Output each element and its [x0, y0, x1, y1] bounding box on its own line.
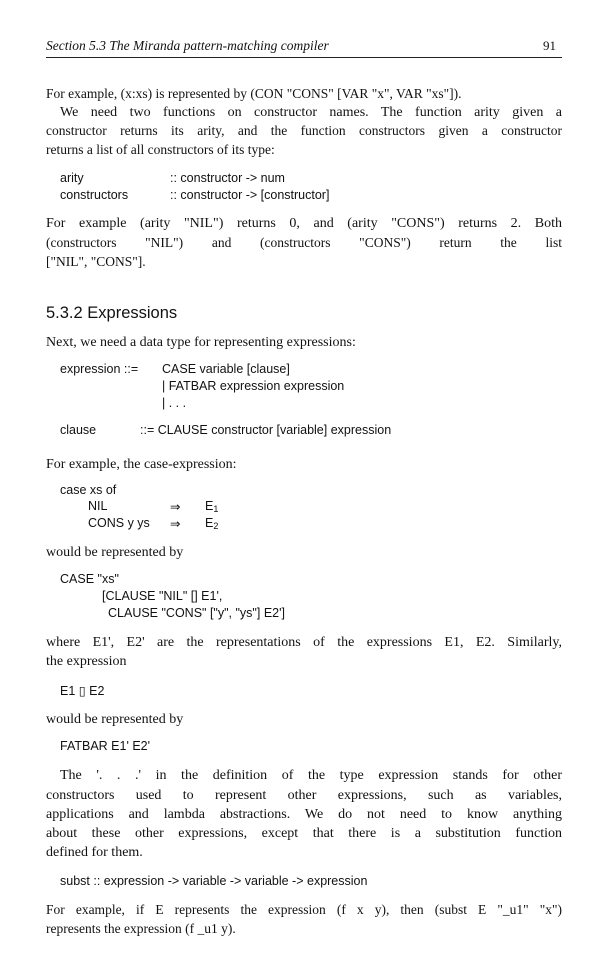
paragraph-subst-example-line-2: represents the expression (f _u1 y). — [46, 921, 236, 936]
paragraph-cons-example: For example, (x:xs) is represented by (CON "CONS" [VAR "x", VAR "xs"]). — [46, 86, 462, 101]
code-case-representation-line-2: [CLAUSE "NIL" [] E1', — [102, 589, 223, 603]
code-expression-lhs: expression ::= — [60, 362, 139, 376]
double-arrow-icon: ⇒ — [170, 517, 181, 531]
code-clause-def: ::= CLAUSE constructor [variable] expression — [140, 423, 392, 437]
code-case-header: case xs of — [60, 483, 117, 497]
paragraph-functions-line-2: constructor returns its arity, and the function constructors given a constructor — [46, 123, 562, 138]
code-expression-alt-fatbar: | FATBAR expression expression — [162, 379, 345, 393]
paragraph-functions-line-3: returns a list of all constructors of its type: — [46, 142, 275, 157]
paragraph-arity-example-line-3: ["NIL", "CONS"]. — [46, 254, 146, 269]
paragraph-ellipsis-line-2: constructors used to represent other expressions, such as variables, — [46, 788, 562, 803]
paragraph-functions-line-1: We need two functions on constructor names. The function arity given a — [60, 105, 562, 120]
page-number: 91 — [543, 38, 556, 53]
code-case-pattern-nil: NIL — [88, 499, 108, 513]
code-fatbar-representation: FATBAR E1' E2' — [60, 739, 150, 753]
paragraph-case-expression-intro: For example, the case-expression: — [46, 457, 237, 472]
double-arrow-icon: ⇒ — [170, 500, 181, 514]
paragraph-ellipsis-line-5: defined for them. — [46, 845, 143, 860]
paragraph-expression-type-intro: Next, we need a data type for representing expressions: — [46, 335, 356, 350]
section-heading: 5.3.2 Expressions — [46, 304, 178, 322]
paragraph-arity-example-line-1: For example (arity "NIL") returns 0, and (arity "CONS") returns 2. Both — [46, 216, 562, 231]
paragraph-represented-by-2: would be represented by — [46, 712, 184, 727]
paragraph-ellipsis-line-3: applications and lambda abstractions. We do not need to know anything — [46, 807, 562, 822]
code-case-representation-line-3: CLAUSE "CONS" ["y", "ys"] E2'] — [108, 606, 285, 620]
paragraph-representations-line-2: the expression — [46, 654, 127, 669]
code-fatbar-expression: E1 ▯ E2 — [60, 684, 105, 698]
paragraph-ellipsis-line-4: about these other expressions, except that there is a substitution function — [46, 826, 562, 841]
code-case-rhs-e2: $E_2$ — [205, 516, 219, 531]
paragraph-representations-line-1: where E1', E2' are the representations of the expressions E1, E2. Similarly, — [46, 635, 562, 650]
header-rule — [46, 57, 562, 58]
code-arity-type: :: constructor -> num — [170, 171, 285, 185]
paragraph-arity-example-line-2: (constructors "NIL") and (constructors "CONS") return the list — [46, 235, 562, 250]
code-expression-alt-ellipsis: | . . . — [162, 396, 187, 410]
paragraph-subst-example-line-1: For example, if E represents the expression (f x y), then (subst E "_u1" "x") — [46, 902, 562, 917]
code-case-pattern-cons: CONS y ys — [88, 516, 150, 530]
running-header-title: Section 5.3 The Miranda pattern-matching compiler — [46, 38, 329, 53]
paragraph-represented-by-1: would be represented by — [46, 545, 184, 560]
code-constructors-type: :: constructor -> [constructor] — [170, 188, 330, 202]
paragraph-ellipsis-line-1: The '. . .' in the definition of the type expression stands for other — [60, 768, 562, 783]
code-case-rhs-e1: $E_1$ — [205, 499, 219, 514]
code-constructors-name: constructors — [60, 188, 129, 202]
code-clause-lhs: clause — [60, 423, 97, 437]
code-arity-name: arity — [60, 171, 84, 185]
code-subst-signature: subst :: expression -> variable -> variable -> expression — [60, 874, 368, 888]
code-case-representation-line-1: CASE "xs" — [60, 572, 119, 586]
code-expression-alt-case: CASE variable [clause] — [162, 362, 290, 376]
